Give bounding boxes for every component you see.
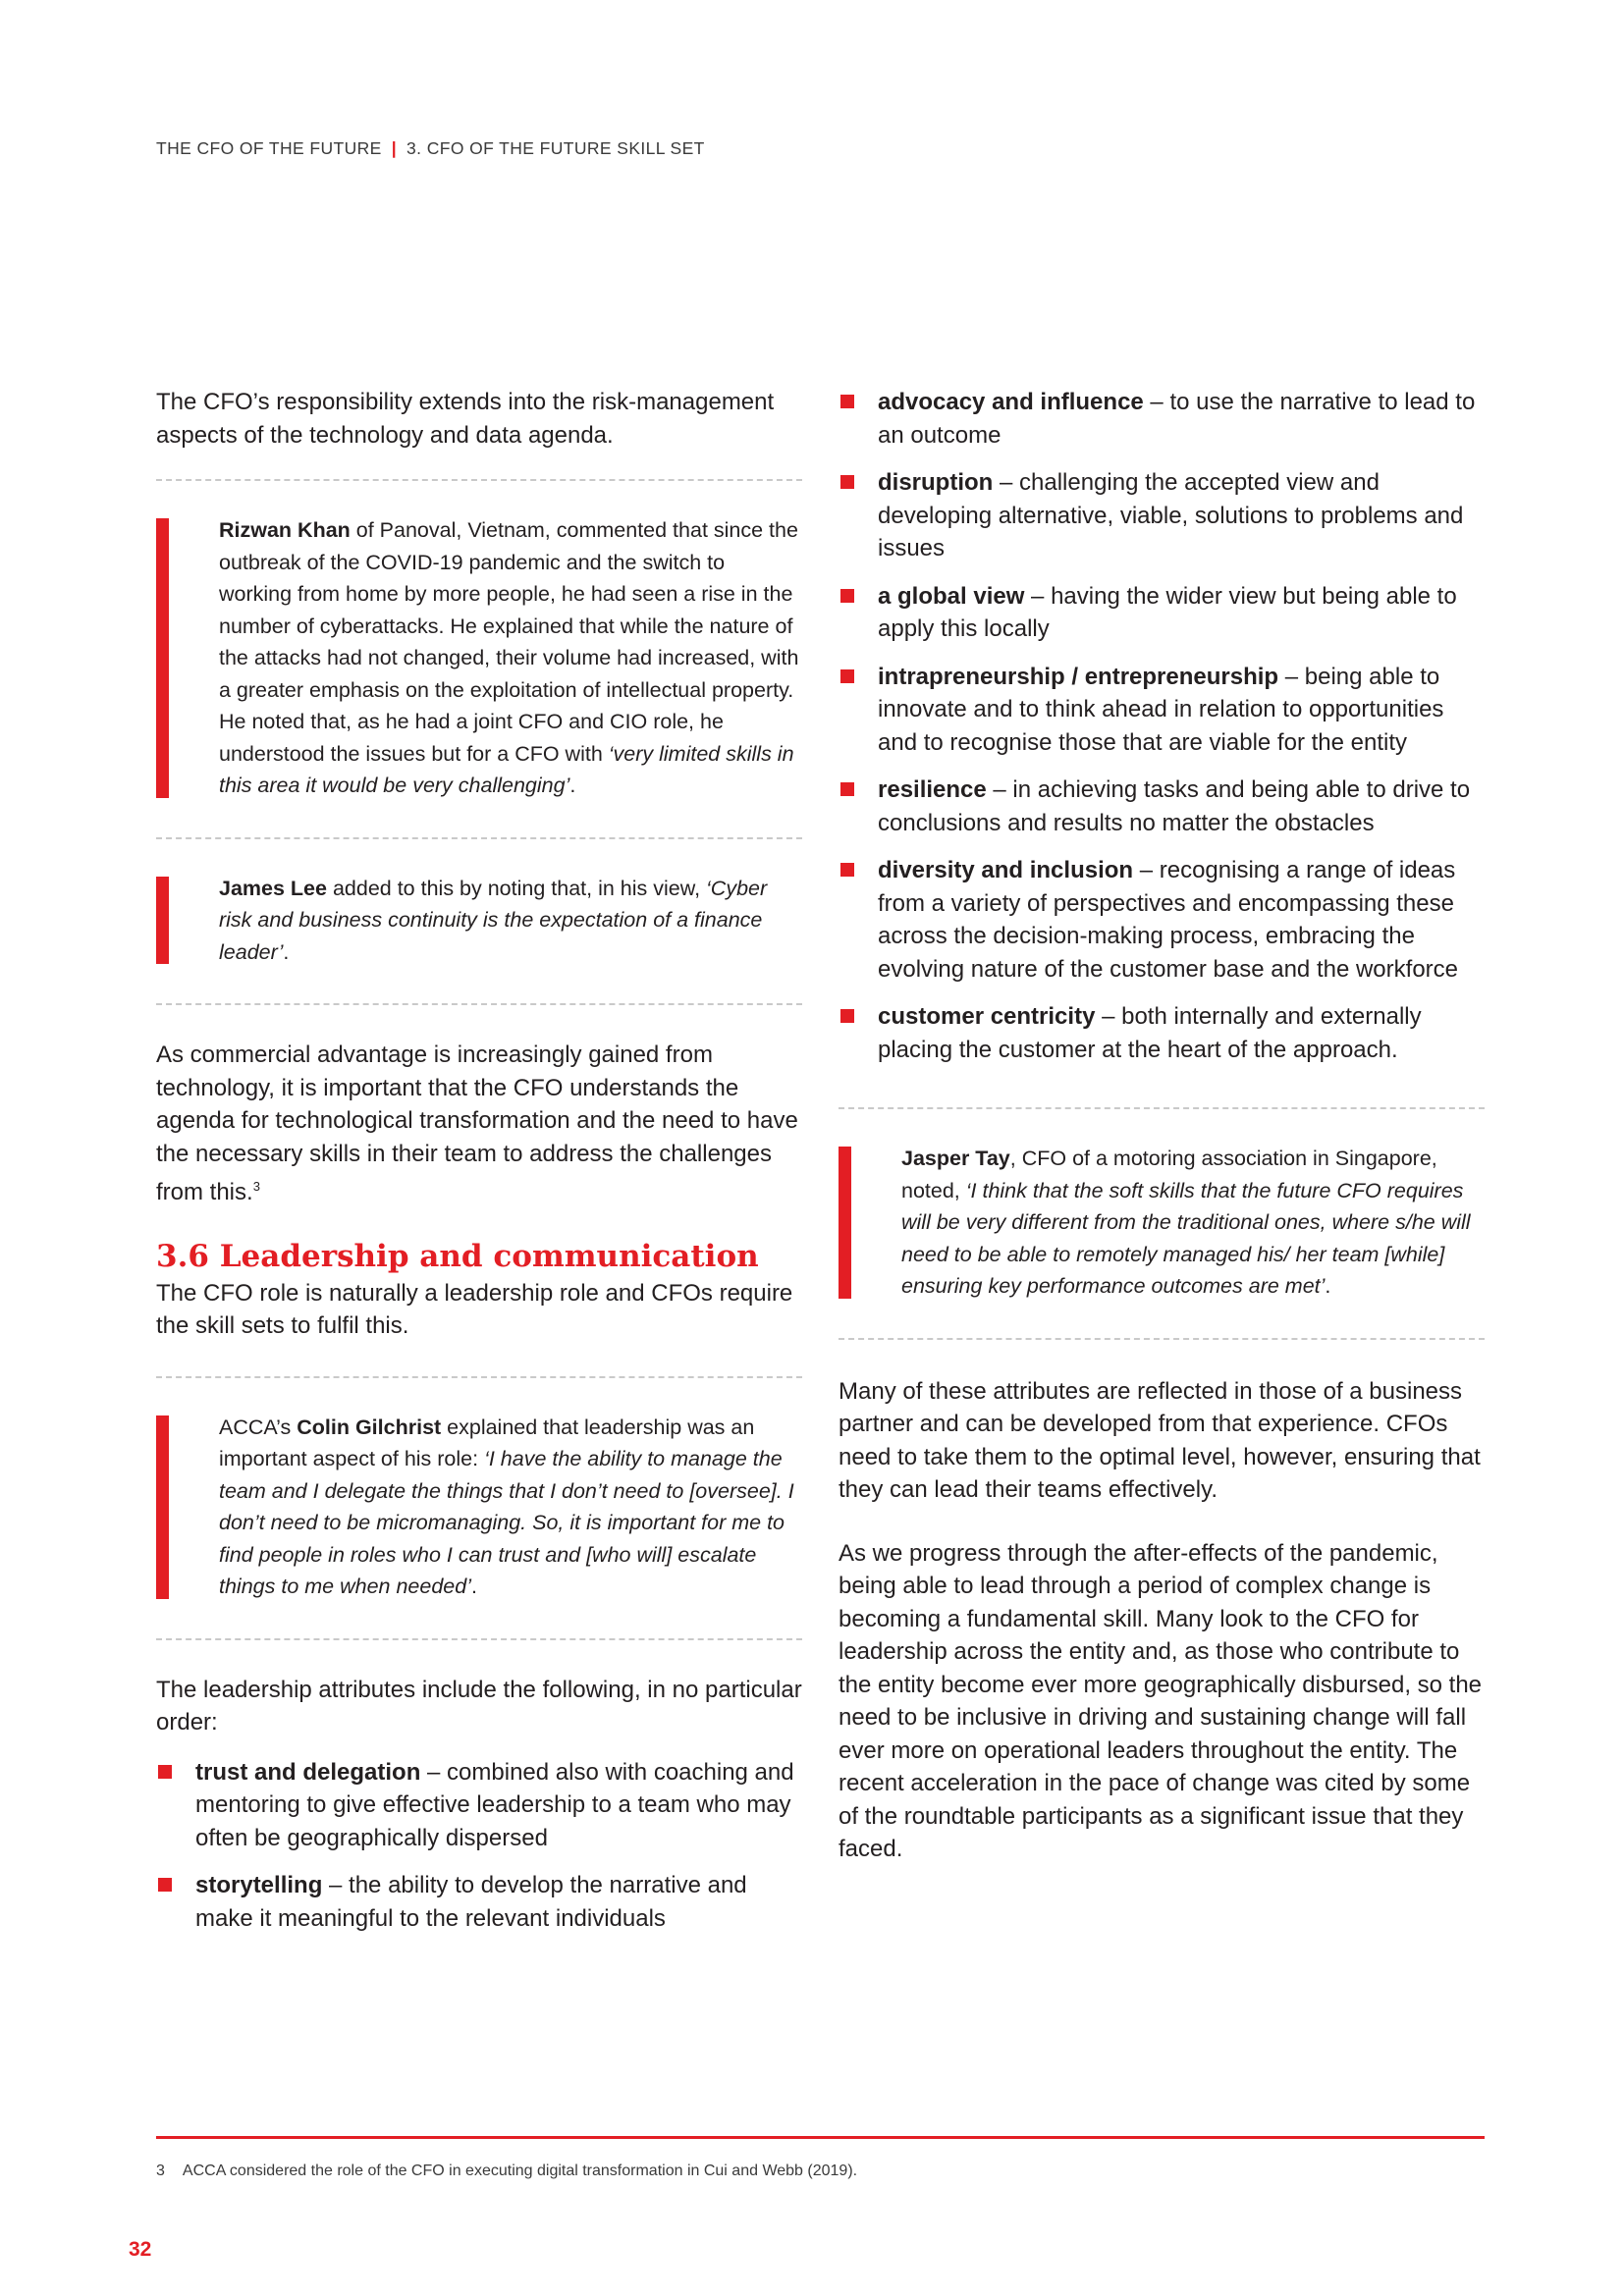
divider	[156, 837, 802, 839]
bullet-text: – the ability to develop the narrative and make it meaningful to the relevant individuals	[195, 1872, 747, 1932]
list-item	[839, 386, 1485, 452]
bullet-term: advocacy and influence	[878, 389, 1144, 415]
footnote-reference: 3	[252, 1179, 260, 1194]
bullet-term: disruption	[878, 469, 994, 496]
quote-italic: ‘Cyber risk and business continuity is the expectation of a finance leader’	[219, 876, 768, 964]
quote-prefix: ACCA’s	[219, 1415, 298, 1439]
paragraph-text: As commercial advantage is increasingly gained from technology, it is important that the CFO understands the agenda for technological transformation and the need to have the necessary skills in their team to address the challenges from this.	[156, 1041, 798, 1205]
intro-paragraph: The CFO’s responsibility extends into the risk-management aspects of the technology and data agenda.	[156, 389, 775, 449]
bullet-text: – being able to innovate and to think ahead in relation to opportunities and to recognise those that are viable for the entity	[878, 663, 1444, 756]
right-column	[839, 386, 1485, 1866]
bullet-square	[840, 475, 854, 489]
quote-text-end: .	[470, 1575, 477, 1598]
bullet-square	[158, 1765, 172, 1779]
quote-italic: ‘very limited skills in this area it would be very challenging’	[219, 741, 794, 797]
bullet-term: storytelling	[195, 1872, 323, 1898]
list-item	[156, 1756, 802, 1855]
bullet-square	[840, 863, 854, 877]
quote-speaker: Rizwan Khan	[219, 518, 351, 542]
bullet-square	[158, 1878, 172, 1892]
divider	[156, 479, 802, 481]
divider	[156, 1376, 802, 1378]
quote-jasper-tay	[839, 1143, 1485, 1303]
quote-speaker: Colin Gilchrist	[297, 1415, 442, 1439]
quote-text: of Panoval, Vietnam, commented that since the outbreak of the COVID-19 pandemic and the switch to working from home by more people, he had seen a rise in the number of cyberattacks. He explained that while the nature of the attacks had not changed, their volume had increased, with a greater emphasis on the exploitation of intellectual property. He noted that, as he had a joint CFO and CIO role, he understood the issues but for a CFO with	[219, 518, 799, 766]
quote-speaker: Jasper Tay	[901, 1147, 1010, 1170]
section-heading: 3.6 Leadership and communication	[156, 1238, 759, 1274]
bullet-square	[840, 669, 854, 683]
footnote	[156, 2163, 857, 2180]
bullet-term: intrapreneurship / entrepreneurship	[878, 663, 1279, 690]
list-item	[839, 774, 1485, 839]
quote-colin-gilchrist	[156, 1412, 802, 1603]
list-item	[839, 854, 1485, 986]
bullet-square	[840, 395, 854, 408]
quote-italic: ‘I think that the soft skills that the future CFO requires will be very different from the traditional ones, where s/he will need to be able to remotely managed his/ her team [while] ensuring key performance outcomes are met’	[901, 1178, 1471, 1298]
quote-text: , CFO of a motoring association in Singapore, noted,	[901, 1147, 1437, 1202]
footnote-number: 3	[156, 2163, 165, 2179]
attributes-intro: The leadership attributes include the following, in no particular order:	[156, 1676, 802, 1735]
running-header	[156, 138, 705, 159]
divider	[156, 1003, 802, 1005]
list-item	[156, 1869, 802, 1935]
list-item	[839, 580, 1485, 646]
bullet-text: – challenging the accepted view and developing alternative, viable, solutions to problems and issues	[878, 469, 1464, 561]
list-item	[839, 466, 1485, 565]
bullet-square	[840, 1009, 854, 1023]
commercial-advantage-paragraph	[156, 1039, 802, 1209]
header-separator: |	[391, 138, 398, 158]
quote-bar	[156, 877, 169, 965]
list-item	[839, 661, 1485, 760]
bullet-term: resilience	[878, 776, 987, 803]
bullet-square	[840, 782, 854, 796]
quote-bar	[156, 1415, 169, 1599]
bullet-term: customer centricity	[878, 1003, 1096, 1030]
bullet-text: – combined also with coaching and mentoring to give effective leadership to a team who may often be geographically dispersed	[195, 1758, 794, 1851]
bullet-text: – to use the narrative to lead to an outcome	[878, 389, 1476, 449]
divider	[839, 1107, 1485, 1109]
quote-text: added to this by noting that, in his view,	[326, 876, 707, 900]
list-item	[839, 1000, 1485, 1066]
divider	[839, 1338, 1485, 1340]
bullet-square	[840, 589, 854, 603]
footer-rule	[156, 2136, 1485, 2139]
publication-title: THE CFO OF THE FUTURE	[156, 138, 382, 158]
quote-text-end: .	[283, 939, 290, 964]
bullet-term: trust and delegation	[195, 1758, 421, 1786]
bullet-term: a global view	[878, 582, 1025, 610]
divider	[156, 1638, 802, 1640]
bullet-text: – recognising a range of ideas from a variety of perspectives and encompassing these across the decision-making process, embracing the evolving nature of the customer base and the workforce	[878, 857, 1458, 983]
bullet-term: diversity and inclusion	[878, 857, 1134, 883]
quote-italic: ‘I have the ability to manage the team and I delegate the things that I don’t need to [oversee]. I don’t need to be micromanaging. So, it is important for me to find people in roles who I can trust and [who will] escalate things to me when needed’	[219, 1447, 794, 1598]
pandemic-paragraph: As we progress through the after-effects of the pandemic, being able to lead through a period of complex change is becoming a fundamental skill. Many look to the CFO for leadership across the entity and, as those who contribute to the entity become ever more geographically disbursed, so the need to be inclusive in driving and sustaining change will fall ever more on operational leaders throughout the entity. The recent acceleration in the pace of change was cited by some of the roundtable participants as a significant issue that they faced.	[839, 1539, 1483, 1862]
bullet-text: – both internally and externally placing the customer at the heart of the approach.	[878, 1003, 1422, 1063]
quote-james-lee	[156, 873, 802, 969]
section-intro: The CFO role is naturally a leadership role and CFOs require the skill sets to fulfil this.	[156, 1279, 793, 1339]
page-number: 32	[129, 2238, 152, 2261]
leadership-attributes-list	[156, 1756, 802, 1936]
bullet-text: – in achieving tasks and being able to drive to conclusions and results no matter the obstacles	[878, 776, 1471, 836]
quote-bar	[156, 518, 169, 798]
bullet-text: – having the wider view but being able to apply this locally	[878, 582, 1457, 642]
footnote-text: ACCA considered the role of the CFO in executing digital transformation in Cui and Webb (2019).	[182, 2163, 858, 2179]
leadership-attributes-list-continued	[839, 386, 1485, 1066]
chapter-title: 3. CFO OF THE FUTURE SKILL SET	[406, 138, 705, 158]
left-column	[156, 386, 802, 1935]
quote-text-end: .	[1325, 1274, 1331, 1298]
quote-rizwan-khan	[156, 514, 802, 802]
quote-text: explained that leadership was an important aspect of his role:	[219, 1415, 755, 1470]
quote-text-end: .	[569, 774, 576, 797]
business-partner-paragraph: Many of these attributes are reflected in those of a business partner and can be developed from that experience. CFOs need to take them to the optimal level, however, ensuring that they can lead their teams effectively.	[839, 1377, 1481, 1503]
quote-speaker: James Lee	[219, 876, 327, 900]
quote-bar	[839, 1147, 851, 1299]
